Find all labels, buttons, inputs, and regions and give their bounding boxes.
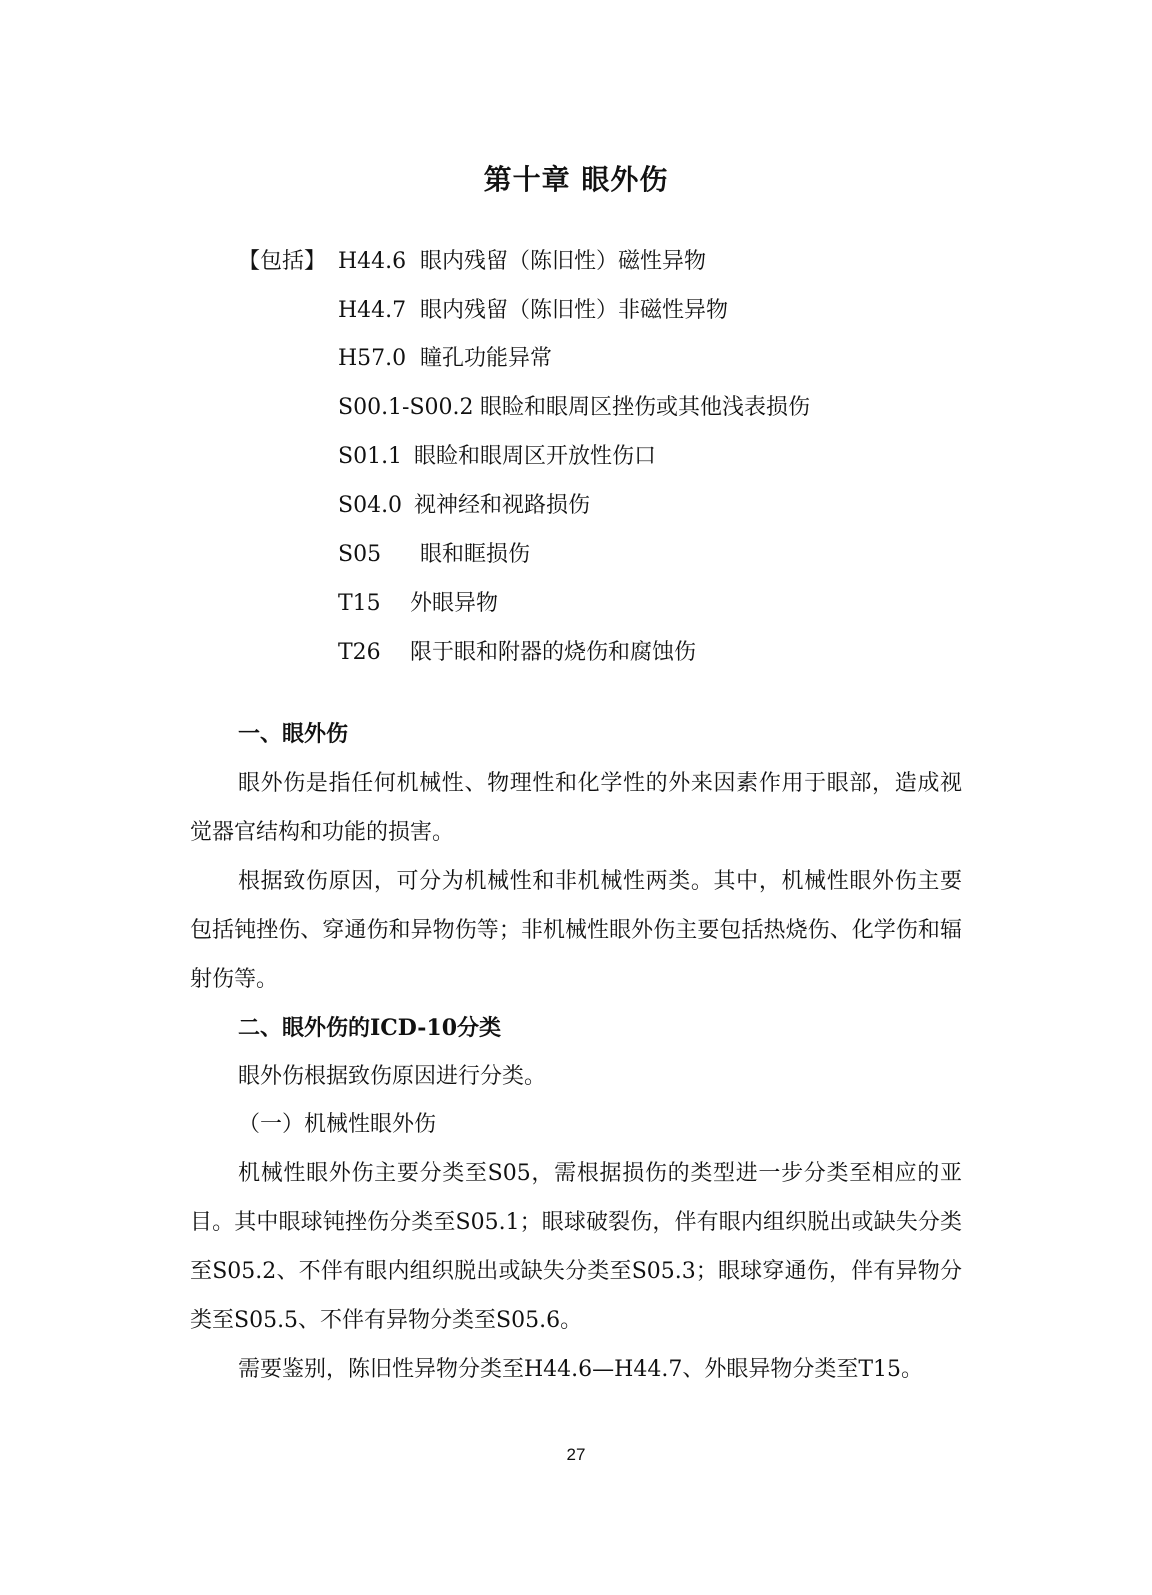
- include-code: S01.1: [338, 444, 403, 469]
- include-code: T26: [338, 640, 381, 665]
- page-number: 27: [566, 1445, 586, 1464]
- include-code: S05: [338, 542, 382, 567]
- include-code: H44.7: [338, 298, 407, 323]
- include-code: S04.0: [338, 493, 403, 518]
- include-code: H57.0: [338, 346, 407, 371]
- subsection-heading: （一）机械性眼外伤: [238, 1112, 437, 1137]
- include-code: H44.6: [338, 249, 407, 274]
- include-code: T15: [338, 591, 381, 616]
- section-heading: 一、眼外伤: [238, 721, 349, 747]
- include-desc: 外眼异物: [410, 591, 499, 616]
- include-desc: 眼内残留（陈旧性）磁性异物: [420, 249, 707, 274]
- include-desc: 瞳孔功能异常: [420, 346, 553, 371]
- includes-lead: 【包括】: [238, 249, 327, 274]
- include-desc: 眼内残留（陈旧性）非磁性异物: [420, 298, 729, 323]
- include-code: S00.1-S00.2: [338, 395, 474, 420]
- include-desc: 眼睑和眼周区挫伤或其他浅表损伤: [480, 395, 811, 420]
- include-desc: 眼睑和眼周区开放性伤口: [414, 444, 657, 469]
- body-paragraph: 眼外伤是指任何机械性、物理性和化学性的外来因素作用于眼部，造成视觉器官结构和功能的损害。: [190, 771, 962, 845]
- include-desc: 视神经和视路损伤: [414, 493, 591, 518]
- include-desc: 限于眼和附器的烧伤和腐蚀伤: [410, 640, 697, 665]
- body-paragraph: 根据致伤原因，可分为机械性和非机械性两类。其中，机械性眼外伤主要包括钝挫伤、穿通伤和异物伤等；非机械性眼外伤主要包括热烧伤、化学伤和辐射伤等。: [190, 869, 962, 992]
- include-desc: 眼和眶损伤: [420, 542, 531, 567]
- body-paragraph: 需要鉴别，陈旧性异物分类至H44.6—H44.7、外眼异物分类至T15。: [238, 1357, 924, 1382]
- body-paragraph: 机械性眼外伤主要分类至S05，需根据损伤的类型进一步分类至相应的亚目。其中眼球钝挫伤分类至S05.1；眼球破裂伤，伴有眼内组织脱出或缺失分类至S05.2、不伴有眼内组织脱出或缺失分类至S05.3；眼球穿通伤，伴有异物分类至S05.5、不伴有异物分类至S05.6。: [190, 1161, 962, 1333]
- section-heading: 二、眼外伤的ICD-10分类: [238, 1015, 502, 1041]
- chapter-title: 第十章 眼外伤: [483, 163, 669, 196]
- body-paragraph: 眼外伤根据致伤原因进行分类。: [238, 1064, 547, 1089]
